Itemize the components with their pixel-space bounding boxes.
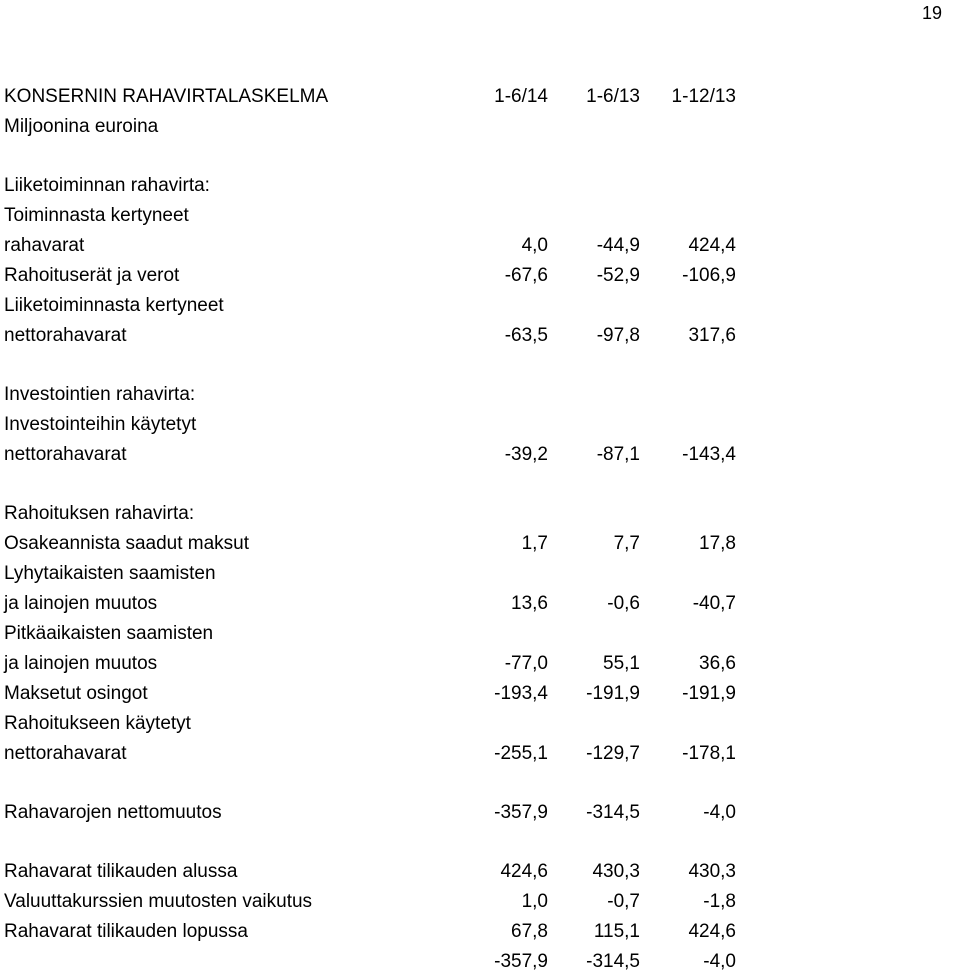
statement-title: KONSERNIN RAHAVIRTALASKELMA xyxy=(4,86,329,107)
value-cell: 424,6 xyxy=(500,861,548,882)
table-row xyxy=(4,321,744,351)
table-row xyxy=(4,917,744,947)
value-cell: -314,5 xyxy=(586,802,640,823)
value-cell: -178,1 xyxy=(682,743,736,764)
value-cell: 4,0 xyxy=(521,235,548,256)
value-cell: -357,9 xyxy=(494,951,548,972)
spacer xyxy=(4,142,744,171)
value-cell: 430,3 xyxy=(688,861,736,882)
value-cell: 424,6 xyxy=(688,921,736,942)
table-row xyxy=(4,887,744,917)
header-row xyxy=(4,82,744,112)
value-cell: -106,9 xyxy=(682,265,736,286)
row-label: ja lainojen muutos xyxy=(4,653,158,674)
column-header: 1-12/13 xyxy=(671,86,736,107)
spacer xyxy=(4,828,744,857)
table-row xyxy=(4,440,744,470)
table-row xyxy=(4,529,744,559)
value-cell: 55,1 xyxy=(603,653,640,674)
value-cell: -129,7 xyxy=(586,743,640,764)
value-cell: -40,7 xyxy=(692,593,736,614)
page-number: 19 xyxy=(921,3,942,23)
row-label: Maksetut osingot xyxy=(4,683,148,704)
statement-subtitle: Miljoonina euroina xyxy=(4,116,159,137)
spacer xyxy=(4,470,744,499)
row-label: Liiketoiminnasta kertyneet xyxy=(4,295,224,316)
table-row xyxy=(4,739,744,769)
row-label: rahavarat xyxy=(4,235,85,256)
row-label: nettorahavarat xyxy=(4,325,127,346)
value-cell: 7,7 xyxy=(613,533,640,554)
row-label: nettorahavarat xyxy=(4,743,127,764)
table-row xyxy=(4,679,744,709)
value-cell: -1,8 xyxy=(703,891,736,912)
table-row xyxy=(4,709,744,739)
table-row xyxy=(4,798,744,828)
row-label: Investointeihin käytetyt xyxy=(4,414,197,435)
value-cell: -193,4 xyxy=(494,683,548,704)
operating-heading: Liiketoiminnan rahavirta: xyxy=(4,175,210,196)
financing-heading: Rahoituksen rahavirta: xyxy=(4,503,195,524)
table-row xyxy=(4,559,744,589)
value-cell: -357,9 xyxy=(494,802,548,823)
table-row xyxy=(4,261,744,291)
value-cell: -77,0 xyxy=(504,653,548,674)
value-cell: -255,1 xyxy=(494,743,548,764)
value-cell: -4,0 xyxy=(703,802,736,823)
value-cell: 430,3 xyxy=(592,861,640,882)
table-row xyxy=(4,201,744,231)
cash-flow-statement xyxy=(4,82,744,977)
value-cell: -191,9 xyxy=(682,683,736,704)
section-heading xyxy=(4,171,744,201)
row-label: Lyhytaikaisten saamisten xyxy=(4,563,216,584)
value-cell: -67,6 xyxy=(504,265,548,286)
section-heading xyxy=(4,499,744,529)
value-cell: 1,0 xyxy=(521,891,548,912)
value-cell: 13,6 xyxy=(511,593,548,614)
value-cell: 317,6 xyxy=(688,325,736,346)
row-label: Valuuttakurssien muutosten vaikutus xyxy=(4,891,313,912)
spacer xyxy=(4,351,744,380)
value-cell: 1,7 xyxy=(521,533,548,554)
value-cell: -44,9 xyxy=(596,235,640,256)
value-cell: -63,5 xyxy=(504,325,548,346)
value-cell: -191,9 xyxy=(586,683,640,704)
table-row xyxy=(4,947,744,977)
value-cell: 67,8 xyxy=(511,921,548,942)
table-row xyxy=(4,231,744,261)
value-cell: -143,4 xyxy=(682,444,736,465)
row-label: Rahoitukseen käytetyt xyxy=(4,713,191,734)
section-heading xyxy=(4,380,744,410)
table-row xyxy=(4,589,744,619)
spacer xyxy=(4,769,744,798)
row-label: Rahoituserät ja verot xyxy=(4,265,180,286)
row-label: nettorahavarat xyxy=(4,444,127,465)
table-row xyxy=(4,857,744,887)
table-row xyxy=(4,649,744,679)
table-row xyxy=(4,291,744,321)
row-label: Rahavarat tilikauden lopussa xyxy=(4,921,248,942)
row-label xyxy=(4,947,464,977)
row-label: Toiminnasta kertyneet xyxy=(4,205,189,226)
table-row xyxy=(4,410,744,440)
value-cell: -52,9 xyxy=(596,265,640,286)
value-cell: -314,5 xyxy=(586,951,640,972)
row-label: Rahavarojen nettomuutos xyxy=(4,802,222,823)
table-row xyxy=(4,619,744,649)
row-label: Osakeannista saadut maksut xyxy=(4,533,250,554)
value-cell: -97,8 xyxy=(596,325,640,346)
value-cell: -0,6 xyxy=(607,593,640,614)
investing-heading: Investointien rahavirta: xyxy=(4,384,196,405)
value-cell: -0,7 xyxy=(607,891,640,912)
value-cell: 17,8 xyxy=(699,533,736,554)
column-header: 1-6/14 xyxy=(494,86,548,107)
column-header: 1-6/13 xyxy=(586,86,640,107)
value-cell: 36,6 xyxy=(699,653,736,674)
value-cell: -4,0 xyxy=(703,951,736,972)
value-cell: -39,2 xyxy=(504,444,548,465)
row-label: Pitkäaikaisten saamisten xyxy=(4,623,214,644)
row-label: ja lainojen muutos xyxy=(4,593,158,614)
value-cell: 115,1 xyxy=(593,921,640,942)
value-cell: 424,4 xyxy=(688,235,736,256)
row-label: Rahavarat tilikauden alussa xyxy=(4,861,238,882)
value-cell: -87,1 xyxy=(596,444,640,465)
subtitle-row xyxy=(4,112,744,142)
